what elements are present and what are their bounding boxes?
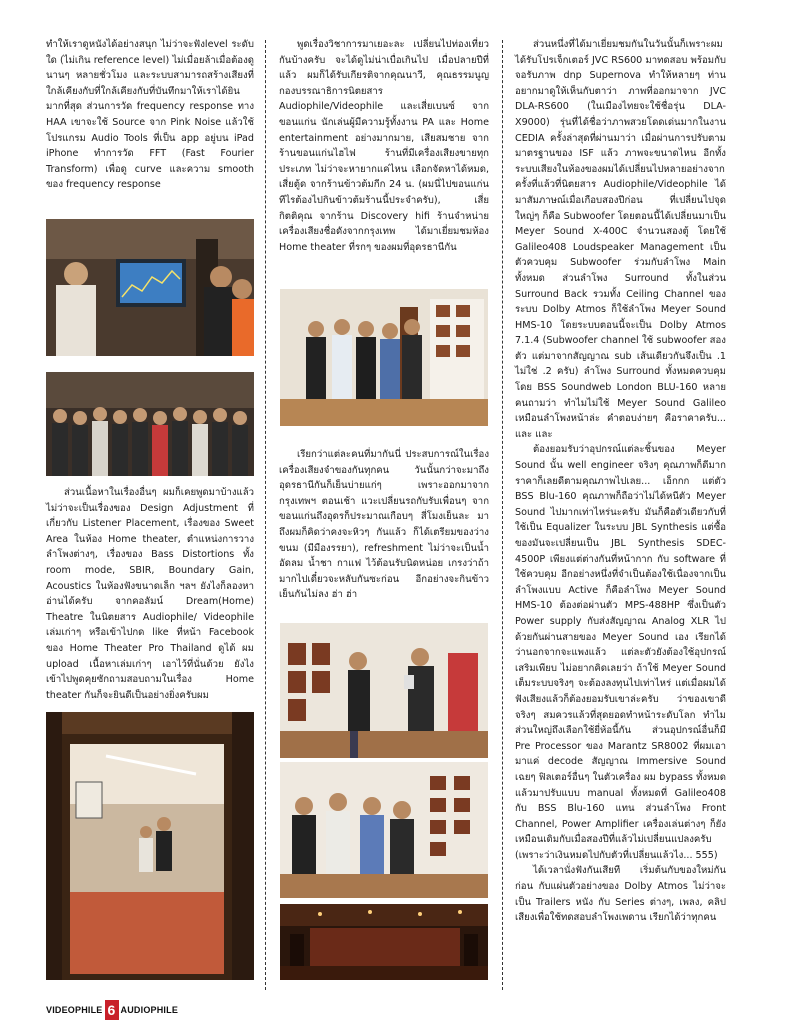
column-divider-1 xyxy=(265,40,266,990)
footer-brand: VIDEOPHILE xyxy=(46,1005,103,1015)
column-divider-2 xyxy=(502,40,503,990)
photo-guests-talking xyxy=(280,623,488,758)
page-footer xyxy=(46,998,178,1022)
photo-group-audience xyxy=(46,372,254,476)
article-column-2 xyxy=(279,37,489,255)
article-column-2-continued xyxy=(279,447,489,603)
photo-group-near-wall xyxy=(280,762,488,898)
article-column-3 xyxy=(515,37,726,926)
page-number: 6 xyxy=(105,1000,119,1020)
photo-measurement-screen xyxy=(46,219,254,356)
footer-section: AUDIOPHILE xyxy=(120,1005,179,1015)
column1-paragraph-1: ทำให้เราดูหนังได้อย่างสนุก ไม่ว่าจะฟังlevel ระดับใด (ไม่เกิน reference level) ไม่เมื่อยล้าเมื่อต้องดูนานๆ หลายชั่วโมง และระบบสามารถสร้างเสียงที่ใกล้เคียงกับที่ใกล้เคียงกับที่บันทึกมาให้เราได้ยินมากที่สุด ส่วนการวัด frequency response ทาง HAA เขาจะใช้ Source จาก Pink Noise แล้วใช้โปรแกรม Audio Tools ที่เป็น app อยู่บน iPad iPhone ทำการวัด FFT (Fast Fourier Transform) เพื่อดู curve และความ smooth ของ frequency response xyxy=(46,39,254,191)
column2-paragraph-1: พูดเรื่องวิชาการมาเยอะละ เปลี่ยนไปท่องเที่ยวกันบ้างครับ จะได้ดูไม่น่าเบื่อเกินไป เมื่อปลายปีที่แล้ว ผมก็ได้รับเกียรติจากคุณนาวี, คุณธรรมนูญ กองบรรณาธิการนิตยสาร Audiophile/Videophile และเสี่ยเบนซ์ จากขอนแก่น นักเล่นผู้มีความรู้ทั้งงาน PA และ Home entertainment อย่างมากมาย, เสียสมชาย จากร้านขอนแก่นไฮไฟ ร้านที่มีเครื่องเสียงขายทุกประเภท ไม่ว่าจะหายากแค่ไหน เลือกจัดหาได้หมด, เสี่ยตู้ด จากร้านข้าวต้มกีก 24 น. (ผมนี่ไปขอนแก่นทีไรต้องไปกินข้าวต้มร้านนี้ประจำครับ), เสี่ยกิตติคุณ จากร้าน Discovery hifi ร้านจำหน่ายเครื่องเสียงชื่อดังจากกรุงเทพ ได้มาเยี่ยมชมห้อง Home theater ที่รกๆ ของผมที่อุดรธานีกัน xyxy=(279,39,489,253)
column2-paragraph-2: เรียกว่าแต่ละคนที่มากันนี่ ประสบการณ์ในเรื่องเครื่องเสียงจำของกันทุกคน วันนั้นกว่าจะมาถึงอุดรธานีกันก็เย็นบ่ายแก่ๆ เพราะออกมาจากกรุงเทพฯ ตอนเช้า แวะเปลี่ยนรถกับรับเพื่อนๆ จากขอนแก่นถึงอุดรก็ประมาณเกือบๆ สี่โมงเย็นละ มาถึงผมก็คิดว่าคงจะหิวๆ กันแล้ว ก็ได้เตรียมของว่างขนม (มีมืองรรยา), refreshment ไม่ว่าจะเป็นน้ำอัดลม น้ำชา กาแฟ ไว้ต้อนรับนิดหน่อย เกรงว่าถ้ามากไปเดี๋ยวจะหลับกันซะก่อน อีกอย่างจะกินข้าวเย็นกันไม่ลง ฮ่า ฮ่า xyxy=(279,449,489,601)
column3-paragraph-2: ต้องยอมรับว่าอุปกรณ์แต่ละชิ้นของ Meyer Sound นั้น well engineer จริงๆ คุณภาพก็ดีมาก ราคาก็เลยดีตามคุณภาพไปเลย... เอ็กกก แต่ตัว BSS Blu-160 คุณภาพก็ถือว่าไม่ได้หนีตัว Meyer Sound ไปมากเท่าไหร่นะครับ มันก็คือตัวเดียวกับที่ใช้เป็น Equalizer ในระบบ JBL Synthesis แต่ซื้อของมันจะเปลี่ยนเป็น JBL Synthesis SDEC-4500P เพียงแต่ต่างกันที่หน้ากาก กับ software ที่ใช้ควบคุม อีกอย่างหนึ่งที่จำเป็นต้องใช้เนื่องจากเป็นลำโพงแบบ Active ก็คือลำโพง Meyer Sound HMS-10 ต้องต่อผ่านตัว MPS-488HP ซึ่งเป็นตัว Power supply กับส่งสัญญาณ Analog XLR ไปด้วยกันผ่านสายของ Meyer Sound เอง เรียกได้ว่านอกจากจะแพงแล้ว แต่ละตัวยังต้องใช้อุปกรณ์เสริมเพียบ ไม่อยากคิดเลยว่า ถ้าใช้ Meyer Sound เต็มระบบจริงๆ จะต้องลงทุนไปเท่าไหร่ แต่เมื่อผมได้ฟังเสียงแล้วก็ต้องยอมรับเขาล่ะครับ ว่าของเขาดีจริงๆ สมควรแล้วที่สุดยอดทำหน้าระดับโลก ทำไมส่วนใหญ่ถึงเลือกใช้ยี่ห้อนี้กัน ส่วนอุปกรณ์อื่นก็มี Pre Processor ของ Marantz SR8002 ที่ผมเอามาแค่ decode สัญญาณ Immersive Sound เฉยๆ ฟิลเตอร์อื่นๆ ในตัวเครื่อง ผม bypass ทั้งหมด แล้วมาปรับแบบ manual ทั้งหมดที่ Galileo408 กับ BSS Blu-160 แทน ส่วนลำโพง Front Channel, Power Amplifier เครื่องเล่นต่างๆ ก็ยังเหมือนเดิมกับเมื่อสองปีที่แล้วไม่เปลี่ยนแปลงครับ (เพราะว่าเงินหมดไปกับตัวที่เปลี่ยนแล้วไง... 555) xyxy=(515,444,726,861)
column1-paragraph-2: ส่วนเนื้อหาในเรื่องอื่นๆ ผมก็เคยพูดมาบ้างแล้ว ไม่ว่าจะเป็นเรื่องของ Design Adjustment ที่เกี่ยวกับ Listener Placement, เรื่องของ Sweet Area ในห้อง Home theater, ตำแหน่งการวางลำโพงต่างๆ, เรื่องของ Bass Distortions ทั้ง room mode, SBIR, Boundary Gain, Acoustics ในห้องฟังขนาดเล็ก ฯลฯ ยังไงก็ลองหาอ่านได้ครับ จากคอลัมน์ Dream(Home) Theatre ในนิตยสาร Audiophile/ Videophile เล่มเก่าๆ หรือเข้าไปกด like ที่หน้า Facebook ของ Home Theater Pro Thailand ดูได้ ผม upload เนื้อหาเล่มเก่าๆ เอาไว้ที่นั่นด้วย ยังไงเข้าไปพูดคุยซักถามสอบถามในเรื่อง Home theater กันก็จะยินดีเป็นอย่างยิ่งครับผม xyxy=(46,487,254,701)
photo-home-theater-room xyxy=(280,904,488,980)
column3-paragraph-3: ได้เวลานั่งฟังกันเสียที เริ่มต้นกับของใหม่กันก่อน กับแผ่นตัวอย่างของ Dolby Atmos ไม่ว่าจะเป็น Trailers หนัง กับ Series ต่างๆ, เพลง, คลิปเสียงเพื่อใช้ทดสอบลำโพงเพดาน เรียกได้ว่าทุกคน xyxy=(515,865,726,924)
article-column-1-continued xyxy=(46,485,254,703)
photo-theater-entrance xyxy=(46,712,254,980)
article-column-1 xyxy=(46,37,254,193)
photo-group-in-room xyxy=(280,289,488,426)
column3-paragraph-1: ส่วนหนึ่งที่ได้มาเยี่ยมชมกันในวันนั้นก็เพราะผมได้รับโปรเจ็กเตอร์ JVC RS600 มาทดสอบ พร้อมกับจอรับภาพ dnp Supernova ทำให้หลายๆ ท่านอยากมาดูให้เห็นกับตาว่า ภาพที่ออกมาจาก JVC DLA-RS600 (ในเมืองไทยจะใช้ชื่อรุ่น DLA-X9000) รุ่นที่ได้ชื่อว่าภาพสวยโดดเด่นมากในงาน CEDIA ครั้งล่าสุดที่ผ่านมาว่า เมื่อผ่านการปรับตามมาตรฐานของ ISF แล้ว ภาพจะขนาดไหน อีกทั้งระบบเสียงในห้องของผมได้เปลี่ยนไปหลายอย่างจากครั้งที่แล้วที่นิตยสาร Audiophile/Videophile ได้มาสัมภาษณ์เมื่อเกือบสองปีก่อน ที่เปลี่ยนไปจุดใหญ่ๆ ก็คือ Subwoofer โดยตอนนี้ได้เปลี่ยนมาเป็น Meyer Sound X-400C จำนวนสองตู้ โดยใช้ Galileo408 Loudspeaker Management เป็นตัวควบคุม Subwoofer ร่วมกับลำโพง Main ทั้งหมด ส่วนลำโพง Surround ทั้งในส่วน Surround Back รวมทั้ง Ceiling Channel ของระบบ Dolby Atmos ก็ใช้ลำโพง Meyer Sound HMS-10 โดยระบบตอนนี้จะเป็น Dolby Atmos 7.1.4 (Subwoofer channel ใช้ subwoofer สองตัว แต่มาจากสัญญาณ sub เส้นเดียวกันจึงเป็น .1 ไม่ใช่ .2 ครับ) ลำโพง Surround ทั้งหมดควบคุมโดย BSS Soundweb London BLU-160 หลายคนถามว่า ทำไมไม่ใช้ Meyer Sound Galileo เหมือนลำโพงหน้าล่ะ คำตอบง่ายๆ คือราคาครับ... และ และ xyxy=(515,39,726,440)
